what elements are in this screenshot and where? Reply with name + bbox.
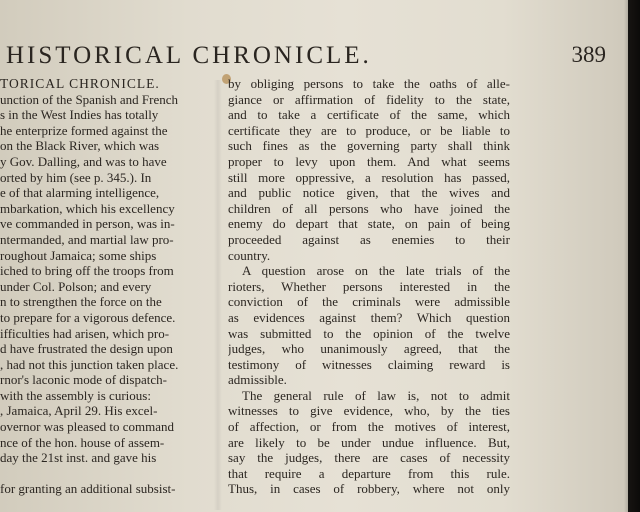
paragraph-start: A question arose on the late trials of the [242,263,510,279]
page-number: 389 [571,42,606,67]
right-line: such fines as the governing party shall think [228,138,510,154]
right-line: enemy do depart that state, on pain of being [228,216,510,232]
left-line: unction of the Spanish and French [0,91,178,107]
right-line: conviction of the criminals were admissible [228,294,510,310]
right-line: proceeded against as enemies to their [228,231,510,247]
left-column [0,76,212,497]
left-line: ifficulties had arisen, which pro- [0,325,170,341]
paragraph-start: The general rule of law is, not to admit [242,387,510,403]
right-line: judges, who unanimously agreed, that the [228,341,510,357]
left-line: y Gov. Dalling, and was to have [0,153,167,169]
right-line: are likely to be under undue influence. But, [228,434,510,450]
left-line: nce of the hon. house of assem- [0,434,165,450]
running-title: HISTORICAL CHRONICLE. [6,42,372,69]
right-line: of affection, or from the motives of interest, [228,419,510,435]
right-line: country. [228,247,271,263]
page-edge-shadow [624,0,640,512]
right-line: witnesses to give evidence, who, by the ties [228,403,510,419]
page-header [6,42,606,72]
right-line: certificate they are to produce, or be liable to [228,122,510,138]
right-line: children of all persons who have joined the [228,200,510,216]
left-line: n to strengthen the force on the [0,294,162,310]
left-line: d have frustrated the design upon [0,341,173,357]
left-line: with the assembly is curious: [0,387,151,403]
left-line: rnor's laconic mode of dispatch- [0,372,167,388]
left-line: iched to bring off the troops from [0,263,174,279]
right-line: still more oppressive, a resolution has passed, [228,169,510,185]
right-line: and to take a certificate of the same, which [228,107,510,123]
right-line: as evidences against them? Which question [228,309,510,325]
left-line: overnor was pleased to command [0,419,175,435]
right-line: giance or affirmation of fidelity to the state, [228,91,510,107]
left-line: for granting an additional subsist- [0,481,176,497]
left-column-subhead: TORICAL CHRONICLE. [0,76,160,91]
left-line: s in the West Indies has totally [0,107,159,123]
left-line: mbarkation, which his excellency [0,200,175,216]
right-column [228,76,510,497]
column-gutter [214,80,222,510]
left-line: ntermanded, and martial law pro- [0,231,174,247]
right-line: and public notice given, that the wives and [228,185,510,201]
right-line: proper to levy upon them. And what seems [228,153,510,169]
left-line: he enterprize formed against the [0,122,168,138]
left-line: e of that alarming intelligence, [0,185,160,201]
right-line: Thus, in cases of robbery, where not only [228,481,510,497]
right-line: testimony of witnesses claiming reward is [228,356,510,372]
left-line: roughout Jamaica; some ships [0,247,157,263]
right-line: rioters, Whether persons interested in the [228,278,510,294]
right-line: was submitted to the opinion of the twelve [228,325,510,341]
left-line-blank [0,466,212,482]
left-line: on the Black River, which was [0,138,160,154]
right-line: admissible. [228,372,287,388]
left-line: ve commanded in person, was in- [0,216,175,232]
left-line: to prepare for a vigorous defence. [0,309,176,325]
left-line: under Col. Polson; and every [0,278,152,294]
right-line: that require a departure from this rule. [228,465,510,481]
left-line: , had not this junction taken place. [0,356,179,372]
left-line: orted by him (see p. 345.). In [0,169,152,185]
left-line: , Jamaica, April 29. His excel- [0,403,158,419]
right-line: say the judges, there are cases of necessity [228,450,510,466]
right-line: by obliging persons to take the oaths of alle- [228,76,510,91]
left-line: day the 21st inst. and gave his [0,450,157,466]
